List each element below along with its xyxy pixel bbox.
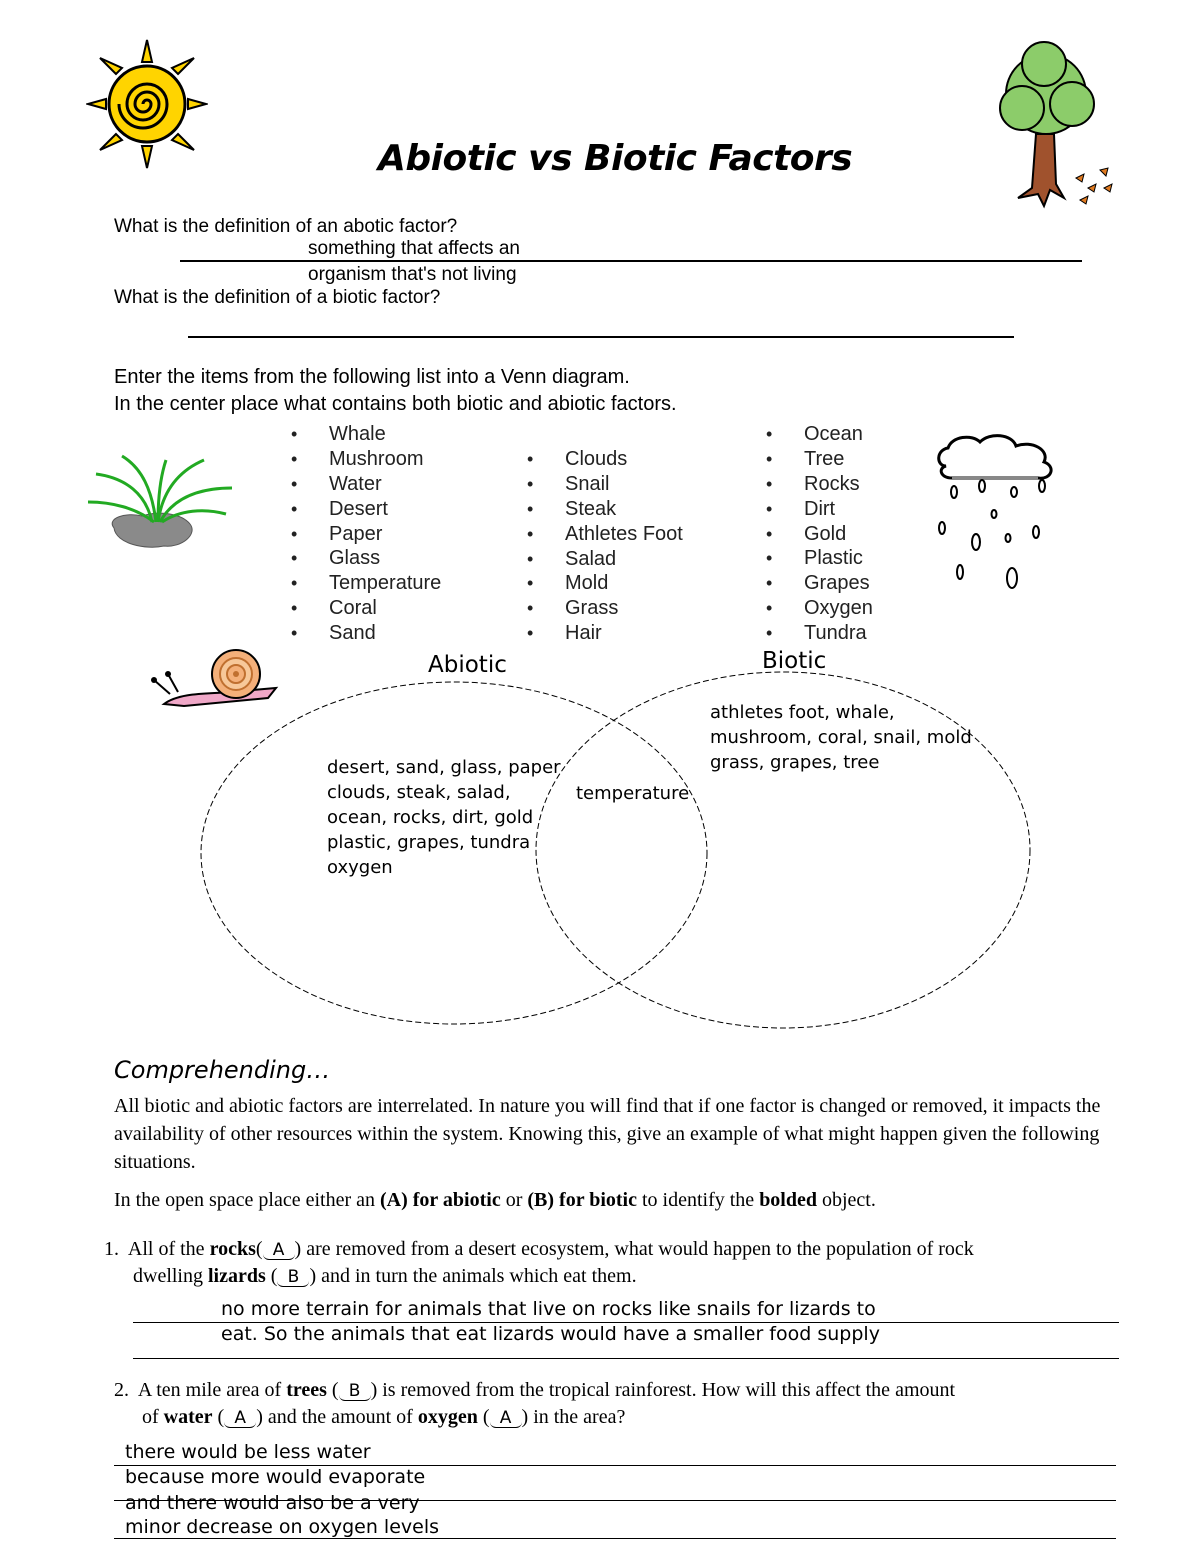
tree-icon [992,38,1124,214]
list-item: • Coral [291,596,441,621]
answer-abiotic-line-2: organism that's not living [308,264,517,285]
list-item: • Clouds [527,447,683,472]
list-item: • Water [291,472,441,497]
list-item: • Steak [527,497,683,522]
answer-blank[interactable]: A [263,1241,295,1260]
comprehending-heading: Comprehending… [114,1056,331,1084]
list-item: • Tree [766,447,873,472]
question-abiotic-definition: What is the definition of an abotic factor? [114,216,458,237]
list-item: • Mold [527,571,683,596]
answer-blank[interactable]: A [224,1409,256,1428]
items-list-column-3 [766,422,873,646]
question-2: 2. A ten mile area of trees ( B ) is removed from the tropical rainforest. How will this affect the amount [114,1379,956,1401]
answer-blank[interactable]: B [339,1382,371,1401]
identify-instruction: In the open space place either an (A) for abiotic or (B) for biotic to identify the bolded object. [114,1189,876,1211]
answer-blank[interactable]: A [490,1409,522,1428]
list-item: • Glass [291,546,441,571]
instruction-line-2: In the center place what contains both biotic and abiotic factors. [114,393,677,415]
question-2-line-2: of water ( A ) and the amount of oxygen ( A ) in the area? [142,1406,626,1428]
page-title: Abiotic vs Biotic Factors [378,138,853,179]
answer-line [114,1538,1116,1539]
list-item: • Mushroom [291,447,441,472]
answer-2-line-1[interactable]: there would be less water [125,1441,371,1463]
list-item: • Sand [291,621,441,646]
items-list-column-2 [527,447,683,646]
list-item: • Oxygen [766,596,873,621]
list-item: • Desert [291,497,441,522]
intro-paragraph: All biotic and abiotic factors are interrelated. In nature you will find that if one factor is changed or removed, it impacts the availability of other resources within the system. Knowing this, give an example of what might happen given the following situations. [114,1095,1101,1173]
question-1: 1. All of the rocks( A ) are removed from a desert ecosystem, what would happen to the population of rock [104,1238,974,1260]
answer-abiotic-line-1: something that affects an [308,238,520,259]
venn-both-items: temperature [576,783,690,804]
question-biotic-definition: What is the definition of a biotic factor? [114,287,441,308]
venn-biotic-label: Biotic [762,648,827,674]
grass-icon [86,454,234,554]
list-item: • Grass [527,596,683,621]
list-item: • Hair [527,621,683,646]
list-item: • Athletes Foot [527,522,683,547]
list-item: • Temperature [291,571,441,596]
answer-blank[interactable]: B [277,1268,309,1287]
venn-abiotic-items: desert, sand, glass, paper clouds, steak, salad, ocean, rocks, dirt, gold plastic, grapes, tundra oxygen [327,757,561,878]
list-item: • Rocks [766,472,873,497]
list-item: • Snail [527,472,683,497]
answer-2-line-4[interactable]: minor decrease on oxygen levels [125,1516,440,1538]
list-item: • Gold [766,522,873,547]
list-item: • Dirt [766,497,873,522]
answer-line [180,260,1082,262]
list-item: • Plastic [766,546,873,571]
list-item: • Salad [527,547,683,572]
answer-1-line-1[interactable]: no more terrain for animals that live on rocks like snails for lizards to [221,1298,876,1320]
items-list-column-1 [291,422,441,646]
answer-line [188,336,1014,338]
instruction-line-1: Enter the items from the following list into a Venn diagram. [114,366,630,388]
rain-cloud-icon [932,430,1064,592]
venn-biotic-items: athletes foot, whale, mushroom, coral, snail, mold grass, grapes, tree [710,702,972,773]
venn-abiotic-label: Abiotic [428,652,507,678]
question-1-line-2: dwelling lizards ( B ) and in turn the animals which eat them. [133,1265,637,1287]
answer-1-line-2[interactable]: eat. So the animals that eat lizards would have a smaller food supply [221,1323,880,1345]
list-item: • Tundra [766,621,873,646]
sun-icon [86,38,208,170]
answer-2-line-2[interactable]: because more would evaporate [125,1466,426,1488]
list-item: • Paper [291,522,441,547]
list-item: • Grapes [766,571,873,596]
answer-2-line-3[interactable]: and there would also be a very [125,1492,420,1514]
list-item: • Ocean [766,422,873,447]
answer-line [133,1358,1119,1359]
list-item: • Whale [291,422,441,447]
